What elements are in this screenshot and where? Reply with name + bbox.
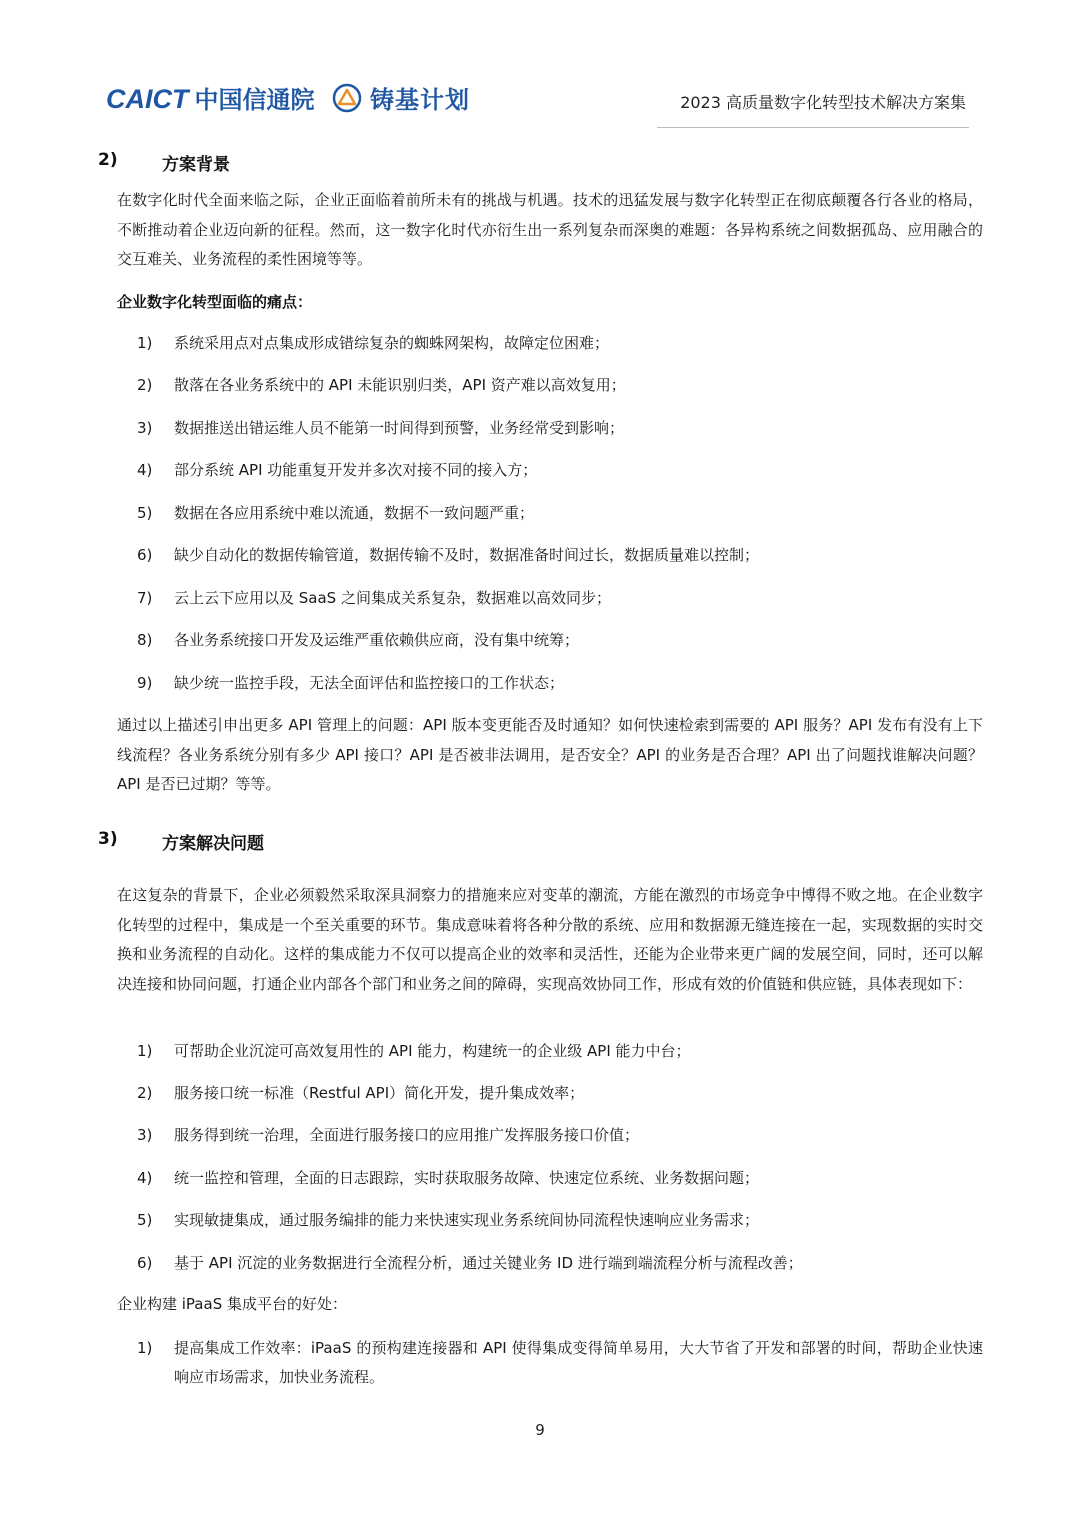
list-number: 2) [137, 1084, 153, 1102]
list-text: 数据推送出错运维人员不能第一时间得到预警，业务经常受到影响； [174, 419, 625, 437]
list-number: 9) [137, 674, 153, 692]
page-header [0, 0, 1080, 130]
section-3-title: 方案解决问题 [162, 834, 264, 854]
list-text: 可帮助企业沉淀可高效复用性的 API 能力，构建统一的企业级 API 能力中台； [174, 1042, 691, 1060]
caict-logo-latin: CAICT [106, 84, 189, 114]
list-text: 系统采用点对点集成形成错综复杂的蜘蛛网架构，故障定位困难； [174, 334, 610, 352]
caict-logo [106, 80, 315, 115]
section-2-summary: 通过以上描述引申出更多 API 管理上的问题：API 版本变更能否及时通知？如何快速检索到需要的 API 服务？API 发布有没有上下线流程？各业务系统分别有多少 API 接口？API 是否被非法调用，是否安全？API 的业务是否合理？API 出了问题找谁解决问题？API 是否已过期？等等。 [117, 716, 983, 793]
list-text: 部分系统 API 功能重复开发并多次对接不同的接入方； [174, 461, 538, 479]
list-number: 6) [137, 1254, 153, 1272]
list-text: 统一监控和管理，全面的日志跟踪，实时获取服务故障、快速定位系统、业务数据问题； [174, 1169, 760, 1187]
page-number: 9 [535, 1421, 545, 1439]
list-number: 2) [137, 376, 153, 394]
document-title: 2023 高质量数字化转型技术解决方案集 [680, 93, 966, 112]
list-text: 各业务系统接口开发及运维严重依赖供应商，没有集中统筹； [174, 631, 580, 649]
zhuji-plan-logo [332, 80, 470, 115]
list-text: 服务接口统一标准（Restful API）简化开发，提升集成效率； [174, 1084, 585, 1102]
list-number: 1) [137, 1339, 153, 1357]
list-text: 基于 API 沉淀的业务数据进行全流程分析，通过关键业务 ID 进行端到端流程分析与流程改善； [174, 1254, 803, 1272]
list-number: 3) [137, 419, 153, 437]
list-text: 数据在各应用系统中难以流通，数据不一致问题严重； [174, 504, 535, 522]
ipaas-benefits-title: 企业构建 iPaaS 集成平台的好处： [117, 1295, 347, 1313]
caict-logo-chinese: 中国信通院 [194, 86, 315, 114]
section-2-number: 2) [98, 150, 118, 170]
list-number: 1) [137, 334, 153, 352]
list-text: 实现敏捷集成，通过服务编排的能力来快速实现业务系统间协同流程快速响应业务需求； [174, 1211, 760, 1229]
section-3-intro: 在这复杂的背景下，企业必须毅然采取深具洞察力的措施来应对变革的潮流，方能在激烈的市场竞争中博得不败之地。在企业数字化转型的过程中，集成是一个至关重要的环节。集成意味着将各种分散的系统、应用和数据源无缝连接在一起，实现数据的实时交换和业务流程的自动化。这样的集成能力不仅可以提高企业的效率和灵活性，还能为企业带来更广阔的发展空间，同时，还可以解决连接和协同问题，打通企业内部各个部门和业务之间的障碍，实现高效协同工作，形成有效的价值链和供应链，具体表现如下： [117, 886, 983, 993]
list-number: 7) [137, 589, 153, 607]
header-divider [657, 127, 969, 128]
list-number: 6) [137, 546, 153, 564]
list-number: 8) [137, 631, 153, 649]
list-number: 5) [137, 1211, 153, 1229]
list-number: 4) [137, 461, 153, 479]
list-text: 缺少统一监控手段，无法全面评估和监控接口的工作状态； [174, 674, 565, 692]
list-number: 4) [137, 1169, 153, 1187]
section-2-intro: 在数字化时代全面来临之际，企业正面临着前所未有的挑战与机遇。技术的迅猛发展与数字化转型正在彻底颠覆各行各业的格局，不断推动着企业迈向新的征程。然而，这一数字化时代亦衍生出一系列复杂而深奥的难题：各异构系统之间数据孤岛、应用融合的交互难关、业务流程的柔性困境等等。 [117, 191, 983, 268]
pain-points-title: 企业数字化转型面临的痛点： [117, 293, 313, 311]
section-3-heading [98, 829, 498, 854]
zhuji-logo-text: 铸基计划 [370, 86, 470, 114]
list-number: 1) [137, 1042, 153, 1060]
list-text: 散落在各业务系统中的 API 未能识别归类，API 资产难以高效复用； [174, 376, 626, 394]
zhuji-triangle-icon [332, 83, 362, 113]
list-text: 服务得到统一治理，全面进行服务接口的应用推广发挥服务接口价值； [174, 1126, 640, 1144]
list-number: 5) [137, 504, 153, 522]
list-text: 缺少自动化的数据传输管道，数据传输不及时，数据准备时间过长，数据质量难以控制； [174, 546, 760, 564]
list-text: 提高集成工作效率：iPaaS 的预构建连接器和 API 使得集成变得简单易用，大大节省了开发和部署的时间，帮助企业快速响应市场需求，加快业务流程。 [174, 1339, 983, 1386]
list-text: 云上云下应用以及 SaaS 之间集成关系复杂，数据难以高效同步； [174, 589, 611, 607]
section-2-title: 方案背景 [162, 155, 230, 175]
section-3-number: 3) [98, 829, 118, 849]
section-2-heading [98, 150, 498, 175]
list-number: 3) [137, 1126, 153, 1144]
